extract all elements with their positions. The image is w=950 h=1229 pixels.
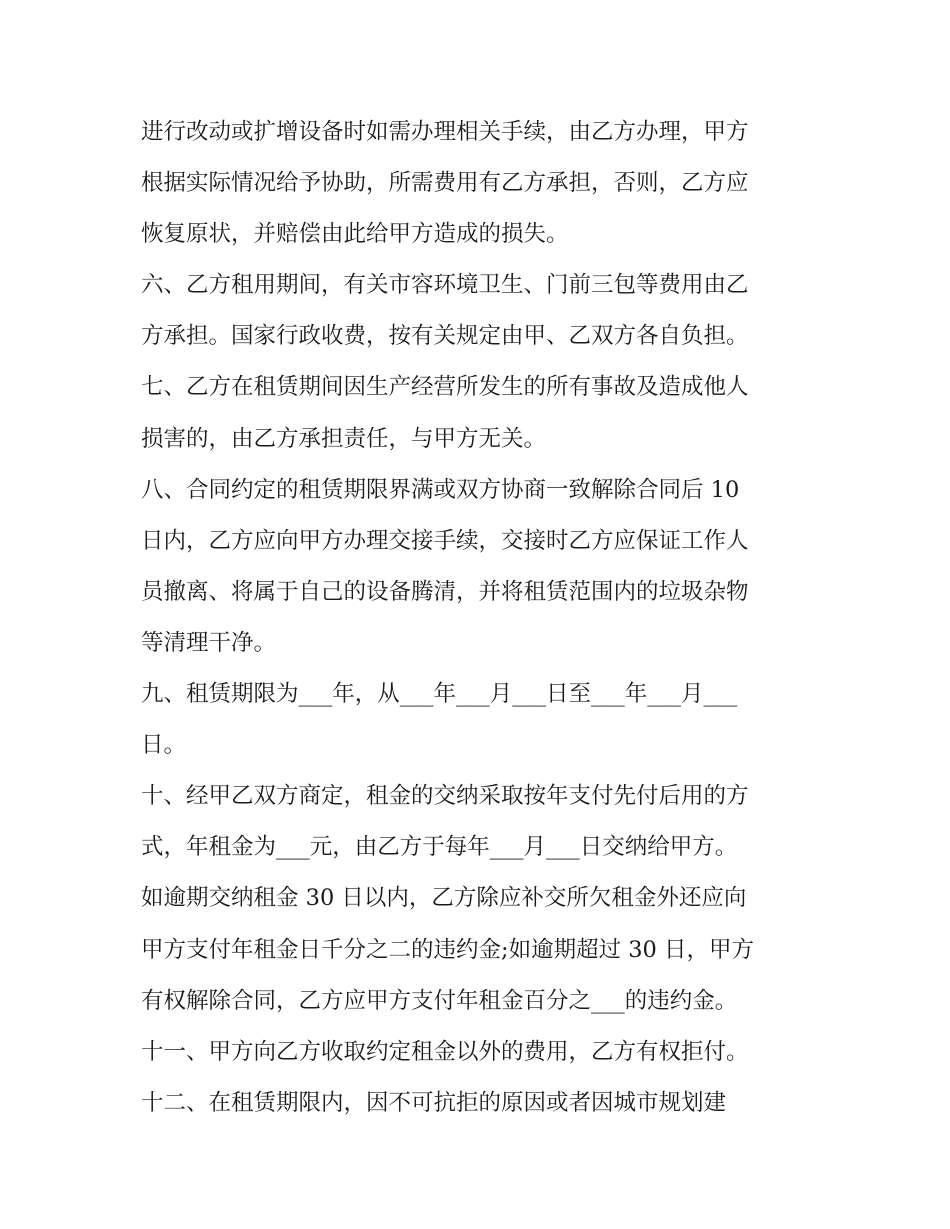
clause-6-line: 六、乙方租用期间，有关市容环境卫生、门前三包等费用由乙: [141, 272, 749, 299]
text-line: 日内，乙方应向甲方办理交接手续，交接时乙方应保证工作人: [141, 527, 749, 554]
text-line: 恢复原状，并赔偿由此给甲方造成的损失。: [141, 221, 569, 248]
text-line: 有权解除合同，乙方应甲方支付年租金百分之___的违约金。: [141, 987, 738, 1014]
contract-text: [141, 107, 831, 1129]
text-line: 根据实际情况给予协助，所需费用有乙方承担，否则，乙方应: [141, 170, 749, 197]
clause-11-line: 十一、甲方向乙方收取约定租金以外的费用，乙方有权拒付。: [141, 1038, 749, 1065]
text-line: 损害的，由乙方承担责任，与甲方无关。: [141, 425, 547, 452]
text-line: 日。: [141, 732, 187, 759]
text-line: 式，年租金为___元，由乙方于每年___月___日交纳给甲方。: [141, 834, 738, 861]
text-line: 等清理干净。: [141, 629, 277, 656]
text-line: 进行改动或扩增设备时如需办理相关手续，由乙方办理，甲方: [141, 119, 749, 145]
text-line: 方承担。国家行政收费，按有关规定由甲、乙双方各自负担。: [141, 323, 749, 350]
text-line: 如逾期交纳租金 30 日以内，乙方除应补交所欠租金外还应向: [141, 885, 747, 912]
clause-7-line: 七、乙方在租赁期间因生产经营所发生的所有事故及造成他人: [141, 374, 749, 401]
clause-8-line: 八、合同约定的租赁期限界满或双方协商一致解除合同后 10: [141, 476, 740, 503]
text-line: 甲方支付年租金日千分之二的违约金;如逾期超过 30 日，甲方: [141, 936, 755, 963]
clause-9-line: 九、租赁期限为___年，从___年___月___日至___年___月___: [141, 681, 738, 708]
clause-10-line: 十、经甲乙双方商定，租金的交纳采取按年支付先付后用的方: [141, 783, 749, 810]
clause-12-line: 十二、在租赁期限内，因不可抗拒的原因或者因城市规划建: [141, 1089, 727, 1116]
text-line: 员撤离、将属于自己的设备腾清，并将租赁范围内的垃圾杂物: [141, 578, 749, 605]
